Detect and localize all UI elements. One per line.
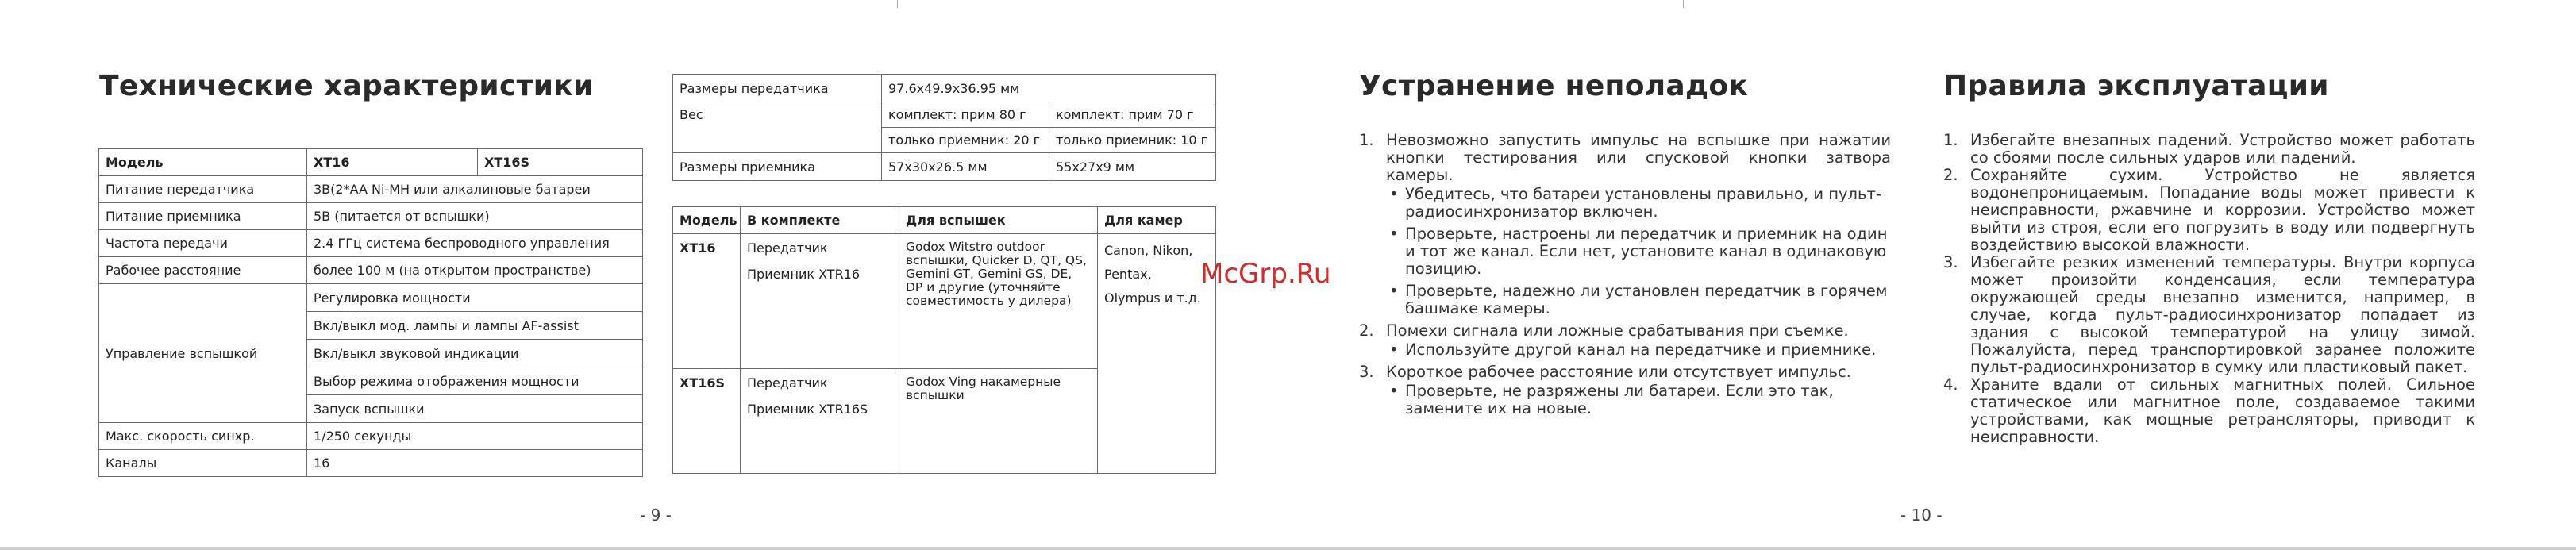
rules-title: Правила эксплуатации [1943, 70, 2329, 102]
camera-line: Pentax, [1104, 267, 1152, 282]
item-text: Избегайте внезапных падений. Устройство может работать со сбоями после сильных ударов или падений. [1970, 131, 2475, 167]
bullet-text: Проверьте, надежно ли установлен передатчик в горячем башмаке камеры. [1405, 282, 1888, 317]
spec-value: 3В(2*AA Ni-MH или алкалиновые батареи [307, 176, 643, 203]
crop-mark [1683, 0, 1684, 8]
flash-control-item: Запуск вспышки [307, 395, 643, 423]
rules-list [1943, 132, 2475, 446]
specs-title: Технические характеристики [99, 70, 594, 102]
camera-line: Canon, Nikon, [1104, 243, 1193, 258]
compat-header-cameras: Для камер [1098, 207, 1216, 234]
bullet-icon: • [1389, 225, 1399, 243]
dimensions-table [672, 74, 1216, 181]
camera-line: Olympus и т.д. [1104, 290, 1201, 306]
item-number: 3. [1943, 253, 1958, 271]
weight-label: Вес [673, 102, 882, 153]
compat-kit-xt16s [741, 369, 899, 474]
specs-header-xt16s: XT16S [478, 149, 643, 176]
page-number-left: - 9 - [640, 506, 672, 525]
flash-control-item: Регулировка мощности [307, 284, 643, 312]
troubleshooting-item [1359, 363, 1891, 417]
item-number: 3. [1359, 363, 1374, 381]
item-number: 1. [1359, 131, 1374, 149]
spec-label: Питание передатчика [99, 176, 307, 203]
bullet-text: Используйте другой канал на передатчике и приемнике. [1405, 340, 1877, 359]
weight-xt16s-receiver: только приемник: 10 г [1049, 128, 1216, 153]
bullet-icon: • [1389, 185, 1399, 203]
sync-speed-value: 1/250 секунды [307, 423, 643, 450]
weight-xt16s-kit: комплект: прим 70 г [1049, 102, 1216, 128]
rule-item [1943, 132, 2475, 167]
troubleshooting-item [1359, 132, 1891, 317]
rule-item [1943, 376, 2475, 446]
spec-label: Частота передачи [99, 230, 307, 257]
channels-value: 16 [307, 450, 643, 477]
page-number-right: - 10 - [1900, 506, 1943, 525]
troubleshooting-title: Устранение неполадок [1359, 70, 1749, 102]
compatibility-table [672, 206, 1216, 474]
bullet-list [1386, 186, 1891, 317]
transmitter-size-value: 97.6x49.9x36.95 мм [882, 75, 1216, 102]
bullet-item [1386, 341, 1891, 359]
transmitter-size-label: Размеры передатчика [673, 75, 882, 102]
kit-line: Приемник XTR16S [747, 402, 868, 417]
bullet-text: Проверьте, не разряжены ли батареи. Если это так, замените их на новые. [1405, 382, 1834, 417]
compat-model-xt16: XT16 [673, 234, 741, 369]
bullet-icon: • [1389, 340, 1399, 359]
kit-line: Передатчик [747, 375, 828, 390]
bullet-text: Проверьте, настроены ли передатчик и приемник на один и тот же канал. Если нет, установите канал в одинаковую позицию. [1405, 225, 1888, 278]
receiver-size-xt16s: 55x27x9 мм [1049, 153, 1216, 181]
crop-mark [897, 0, 898, 8]
watermark: McGrp.Ru [1200, 258, 1331, 290]
page-bottom-edge [0, 547, 2576, 550]
bullet-item [1386, 283, 1891, 317]
spec-value: более 100 м (на открытом пространстве) [307, 257, 643, 284]
compat-header-flashes: Для вспышек [899, 207, 1098, 234]
rule-item [1943, 254, 2475, 376]
spec-value: 5В (питается от вспышки) [307, 203, 643, 230]
weight-xt16-receiver: только приемник: 20 г [882, 128, 1049, 153]
rule-item [1943, 167, 2475, 254]
bullet-item [1386, 383, 1891, 417]
bullet-icon: • [1389, 382, 1399, 400]
troubleshooting-list [1359, 132, 1891, 422]
channels-label: Каналы [99, 450, 307, 477]
item-text: Помехи сигнала или ложные срабатывания при съемке. [1386, 321, 1849, 340]
flash-control-label: Управление вспышкой [99, 284, 307, 423]
spec-value: 2.4 ГГц система беспроводного управления [307, 230, 643, 257]
specs-table [98, 148, 643, 477]
item-text: Короткое рабочее расстояние или отсутствует импульс. [1386, 363, 1851, 381]
bullet-list [1386, 383, 1891, 417]
spec-label: Рабочее расстояние [99, 257, 307, 284]
compat-kit-xt16 [741, 234, 899, 369]
flash-control-item: Вкл/выкл звуковой индикации [307, 340, 643, 367]
troubleshooting-item [1359, 322, 1891, 359]
item-number: 2. [1359, 321, 1374, 340]
compat-header-kit: В комплекте [741, 207, 899, 234]
item-text: Сохраняйте сухим. Устройство не является водонепроницаемым. Попадание воды может привести к неисправности, ржавчине и коррозии. Устройство может выйти из строя, если его погрузить в воду или подвергнуть воздействию высокой влажности. [1970, 166, 2475, 254]
receiver-size-label: Размеры приемника [673, 153, 882, 181]
item-text: Невозможно запустить импульс на вспышке при нажатии кнопки тестирования или спусковой кнопки затвора камеры. [1386, 131, 1891, 184]
compat-model-xt16s: XT16S [673, 369, 741, 474]
item-number: 1. [1943, 131, 1958, 149]
specs-header-model: Модель [99, 149, 307, 176]
weight-xt16-kit: комплект: прим 80 г [882, 102, 1049, 128]
bullet-text: Убедитесь, что батареи установлены правильно, и пульт-радиосинхронизатор включен. [1405, 185, 1881, 221]
kit-line: Передатчик [747, 240, 828, 256]
spec-label: Питание приемника [99, 203, 307, 230]
bullet-icon: • [1389, 282, 1399, 300]
bullet-item [1386, 225, 1891, 278]
item-text: Храните вдали от сильных магнитных полей. Сильное статическое или магнитное поле, создаваемое такими устройствами, как мощные ретрансляторы, приводит к неисправности. [1970, 375, 2475, 446]
compat-cameras [1098, 234, 1216, 474]
bullet-list [1386, 341, 1891, 359]
sync-speed-label: Макс. скорость синхр. [99, 423, 307, 450]
receiver-size-xt16: 57x30x26.5 мм [882, 153, 1049, 181]
item-text: Избегайте резких изменений температуры. Внутри корпуса может произойти конденсация, если температура окружающей среды внезапно изменится, например, в случае, когда пульт-радиосинхронизатор попадает из здания с высокой температурой на улицу зимой. Пожалуйста, перед транспортировкой заранее положите пульт-радиосинхронизатор в сумку или пластиковый пакет. [1970, 253, 2475, 376]
flash-control-item: Вкл/выкл мод. лампы и лампы AF-assist [307, 312, 643, 340]
bullet-item [1386, 186, 1891, 221]
compat-flashes-xt16s: Godox Ving накамерные вспышки [899, 369, 1098, 474]
item-number: 4. [1943, 375, 1958, 394]
kit-line: Приемник XTR16 [747, 267, 861, 282]
item-number: 2. [1943, 166, 1958, 184]
specs-header-xt16: XT16 [307, 149, 478, 176]
compat-flashes-xt16: Godox Witstro outdoor вспышки, Quicker D, QT, QS, Gemini GT, Gemini GS, DE, DP и другие (уточняйте совместимость у дилера) [899, 234, 1098, 369]
compat-header-model: Модель [673, 207, 741, 234]
flash-control-item: Выбор режима отображения мощности [307, 367, 643, 395]
